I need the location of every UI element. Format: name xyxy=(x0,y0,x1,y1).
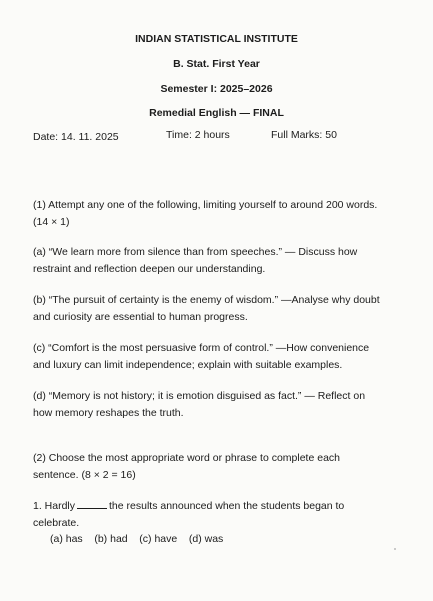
question-a-line2: restraint and reflection deepen our understanding. xyxy=(33,263,266,275)
question-a-line1: (a) “We learn more from silence than from speeches.” — Discuss how xyxy=(33,246,358,258)
question-d-line2: how memory reshapes the truth. xyxy=(33,407,184,419)
question-1-start: 1. Hardly xyxy=(33,500,76,512)
question-1-end: the results announced when the students began to xyxy=(109,500,345,512)
exam-title: Remedial English — FINAL xyxy=(149,107,284,119)
question-d-line1: (d) “Memory is not history; it is emotion disguised as fact.” — Reflect on xyxy=(33,390,366,402)
question-c-line1: (c) “Comfort is the most persuasive form of control.” —How convenience xyxy=(33,342,370,354)
question-b-line1: (b) “The pursuit of certainty is the enemy of wisdom.” —Analyse why doubt xyxy=(33,294,380,306)
answer-blank xyxy=(77,499,107,509)
program-name: B. Stat. First Year xyxy=(173,58,260,70)
question-b-line2: and curiosity are essential to human progress. xyxy=(33,311,248,323)
semester-label: Semester I: 2025–2026 xyxy=(160,83,273,95)
question-1-line1 xyxy=(33,498,344,514)
exam-time: Time: 2 hours xyxy=(166,129,230,141)
question-1-options: (a) has (b) had (c) have (d) was xyxy=(50,533,224,545)
exam-date: Date: 14. 11. 2025 xyxy=(33,131,119,143)
section1-instruction: (1) Attempt any one of the following, limiting yourself to around 200 words. xyxy=(33,199,378,211)
section2-marks: sentence. (8 × 2 = 16) xyxy=(33,469,136,481)
question-1-line2: celebrate. xyxy=(33,517,80,529)
section1-marks: (14 × 1) xyxy=(33,216,70,228)
full-marks: Full Marks: 50 xyxy=(271,129,337,141)
question-c-line2: and luxury can limit independence; explain with suitable examples. xyxy=(33,359,343,371)
institute-name: INDIAN STATISTICAL INSTITUTE xyxy=(135,33,298,45)
section2-instruction: (2) Choose the most appropriate word or phrase to complete each xyxy=(33,452,340,464)
scan-speck xyxy=(394,548,396,550)
